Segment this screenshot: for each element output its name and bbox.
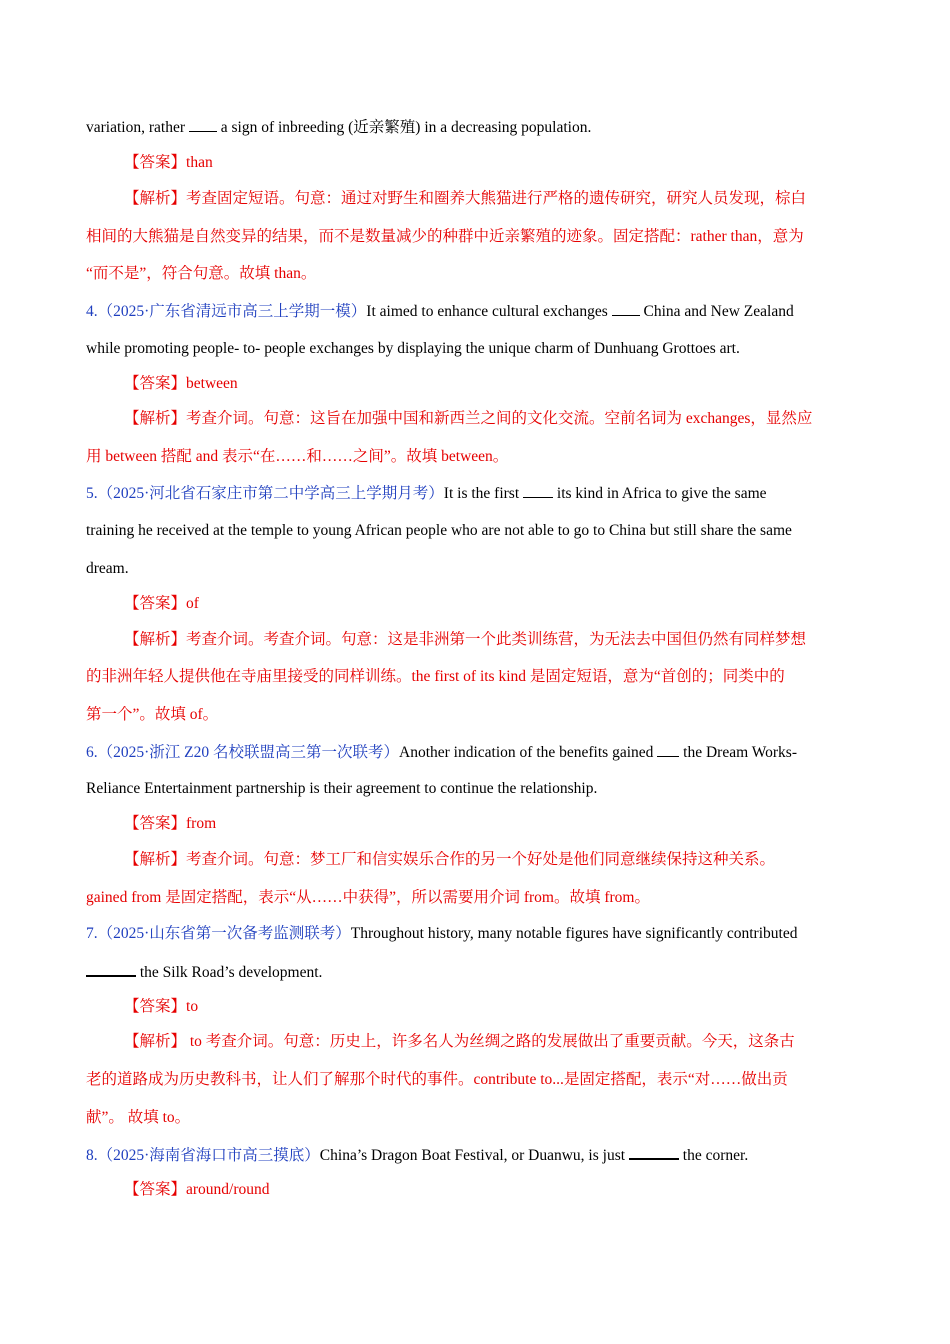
q4-source: 4.（2025·广东省清远市高三上学期一模）: [86, 303, 367, 320]
q6-analysis-line2: gained from 是固定搭配，表示“从……中获得”，所以需要用介词 from。故填 from。: [86, 889, 650, 906]
q5-answer: [124, 594, 199, 614]
q8-stem-post: the corner.: [678, 1147, 749, 1164]
answer-label: 【答案】: [124, 595, 187, 612]
q8-blank: [629, 1144, 679, 1160]
q6-stem-post: the Dream Works-: [679, 744, 797, 761]
q6-blank: [657, 742, 679, 757]
q5-analysis-line3: 第一个”。故填 of。: [86, 706, 219, 723]
q3-analysis-line3: “而不是”，符合句意。故填 than。: [86, 265, 317, 282]
q4-stem-line1: [86, 301, 794, 322]
q5-stem-line1: [86, 483, 767, 504]
answer-label: 【答案】: [124, 375, 187, 392]
answer-label: 【答案】: [124, 1181, 187, 1198]
q8-stem-line1: [86, 1144, 748, 1166]
q7-stem-line1: [86, 924, 797, 944]
answer-value: to: [186, 998, 199, 1015]
answer-value: than: [186, 154, 213, 171]
q5-analysis-line1: 【解析】考查介词。考查介词。句意：这是非洲第一个此类训练营，为无法去中国但仍然有同样梦想: [124, 631, 807, 648]
q4-stem-post: China and New Zealand: [639, 303, 794, 320]
q3-blank: [189, 117, 217, 132]
q6-stem-line1: [86, 742, 797, 763]
q7-source: 7.（2025·山东省第一次备考监测联考）: [86, 925, 351, 942]
q5-blank: [523, 483, 553, 498]
q3-stem-post: a sign of inbreeding (近亲繁殖) in a decreasing population.: [216, 119, 592, 136]
q5-source: 5.（2025·河北省石家庄市第二中学高三上学期月考）: [86, 485, 444, 502]
q4-analysis-line1: 【解析】考查介词。句意：这旨在加强中国和新西兰之间的文化交流。空前名词为 exchanges，显然应: [124, 410, 813, 427]
q6-stem-pre: Another indication of the benefits gained: [399, 744, 658, 761]
answer-value: of: [186, 595, 199, 612]
q5-stem-line2: training he received at the temple to young African people who are not able to go to China but still share the same: [86, 522, 792, 539]
q7-blank: [86, 961, 136, 977]
answer-value: from: [186, 815, 217, 832]
answer-label: 【答案】: [124, 154, 187, 171]
q4-analysis-line2: 用 between 搭配 and 表示“在……和……之间”。故填 between。: [86, 448, 509, 465]
q3-stem-line: [86, 117, 591, 138]
q3-analysis-line2: 相间的大熊猫是自然变异的结果，而不是数量减少的种群中近亲繁殖的迹象。固定搭配：rather than，意为: [86, 228, 804, 245]
q6-source: 6.（2025·浙江 Z20 名校联盟高三第一次联考）: [86, 744, 400, 761]
q7-stem-post: the Silk Road’s development.: [136, 964, 323, 981]
q7-answer: [124, 997, 198, 1017]
q5-stem-line3: dream.: [86, 560, 129, 577]
q6-analysis-line1: 【解析】考查介词。句意：梦工厂和信实娱乐合作的另一个好处是他们同意继续保持这种关系。: [124, 851, 776, 868]
q3-stem-pre: variation, rather: [86, 119, 189, 136]
q6-stem-line2: Reliance Entertainment partnership is their agreement to continue the relationship.: [86, 780, 598, 797]
answer-value: around/round: [186, 1181, 270, 1198]
q6-answer: [124, 814, 216, 834]
q7-stem-line2: [86, 961, 322, 983]
q3-analysis-line1: 【解析】考查固定短语。句意：通过对野生和圈养大熊猫进行严格的遗传研究，研究人员发现，棕白: [124, 190, 807, 207]
q7-analysis-line1: 【解析】 to 考查介词。句意：历史上，许多名人为丝绸之路的发展做出了重要贡献。今天，这条古: [124, 1033, 795, 1050]
q4-stem-line2: while promoting people- to- people exchanges by displaying the unique charm of Dunhuang Grottoes art.: [86, 340, 740, 357]
q3-answer: [124, 153, 213, 173]
q7-analysis-line2: 老的道路成为历史教科书，让人们了解那个时代的事件。contribute to...是固定搭配，表示“对……做出贡: [86, 1071, 788, 1088]
q7-analysis-line3: 献”。 故填 to。: [86, 1109, 191, 1126]
q8-answer: [124, 1180, 270, 1200]
q8-stem-pre: China’s Dragon Boat Festival, or Duanwu, is just: [319, 1147, 629, 1164]
q5-stem-pre: It is the first: [443, 485, 524, 502]
q4-stem-pre: It aimed to enhance cultural exchanges: [366, 303, 612, 320]
q4-blank: [612, 301, 640, 316]
q5-stem-post: its kind in Africa to give the same: [553, 485, 767, 502]
answer-label: 【答案】: [124, 815, 187, 832]
q5-analysis-line2: 的非洲年轻人提供他在寺庙里接受的同样训练。the first of its kind 是固定短语，意为“首创的；同类中的: [86, 668, 785, 685]
answer-label: 【答案】: [124, 998, 187, 1015]
answer-value: between: [186, 375, 238, 392]
q7-stem-text: Throughout history, many notable figures have significantly contributed: [350, 925, 798, 942]
q4-answer: [124, 374, 238, 394]
q8-source: 8.（2025·海南省海口市高三摸底）: [86, 1147, 320, 1164]
